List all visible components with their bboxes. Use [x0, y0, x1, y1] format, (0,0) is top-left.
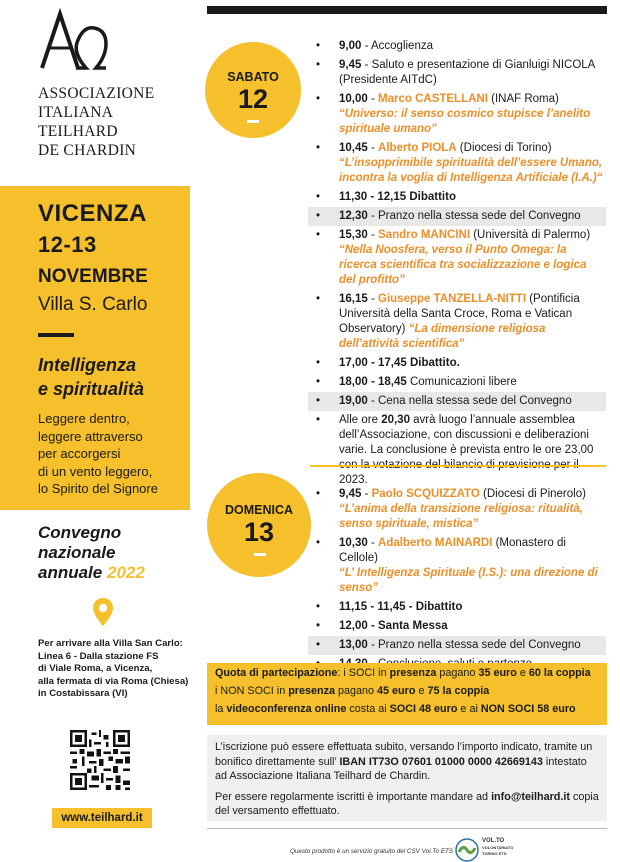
talk-title: “La dimensione religiosa dell’attività scientifica” [339, 323, 546, 350]
talk-title: “L’insopprimibile spiritualità dell’essere Umano, incontra la voglia di Intelligenza Artificiale (I.A.)“ [339, 157, 603, 184]
talk-title: “L’anima della transizione religiosa: ritualità, senso spirituale, mistica” [339, 503, 583, 530]
schedule-item: • 16,15 - Giuseppe TANZELLA-NITTI (Pontificia Università della Santa Croce, Roma e Vatican Observatory) “La dimensione religiosa dell’attività scientifica” [310, 290, 606, 354]
talk-title: “Universo: il senso cosmico stupisce l’anelito spirituale umano” [339, 108, 591, 135]
registration-paragraph: Per essere regolarmente iscritti è importante mandare ad info@teilhard.it copia del versamento effettuato. [215, 790, 599, 817]
schedule-item: • 15,30 - Sandro MANCINI (Università di Palermo) “Nella Noosfera, verso il Punto Omega: la ricerca scientifica tra socializzazione e logica del profitto” [310, 226, 606, 290]
day-name: SABATO [227, 70, 279, 84]
location-pin-icon [92, 597, 114, 627]
speaker-name: Sandro MANCINI [378, 229, 471, 241]
day-number: 13 [243, 517, 275, 547]
talk-title: “Nella Noosfera, verso il Punto Omega: la ricerca scientifica tra socializzazione e logica del profitto” [339, 244, 587, 286]
day-name: DOMENICA [224, 503, 294, 517]
fee-line: i NON SOCI in presenza pagano 45 euro e 75 la coppia [215, 685, 490, 697]
subtitle-line: per accorgersi [38, 446, 121, 461]
day-bar [247, 120, 259, 123]
footer-divider [207, 828, 607, 829]
schedule-item: • Alle ore 20,30 avrà luogo l’annuale assemblea dell’Associazione, con discussioni e deliberazioni varie. La conclusione è prevista entro le ore 23,00 2023. [310, 411, 606, 490]
talk-title: “L’ Intelligenza Spirituale (I.S.): una direzione di senso” [339, 567, 598, 594]
event-city: VICENZA [38, 200, 147, 227]
schedule-item: • 18,00 - 18,45 Comunicazioni libere [310, 373, 606, 392]
directions-line: Per arrivare alla Villa San Carlo: [38, 638, 183, 649]
schedule-item: • 9,45 - Paolo SCQUIZZATO (Diocesi di Pinerolo) “L’anima della transizione religiosa: ritualità, senso spirituale, mistica” [310, 485, 606, 534]
event-venue: Villa S. Carlo [38, 294, 148, 315]
schedule-item: • 10,30 - Adalberto MAINARDI (Monastero di Cellole) “L’ Intelligenza Spirituale (I.S.): una direzione di senso” [310, 534, 606, 598]
subtitle-line: leggere attraverso [38, 428, 143, 444]
divider-bar [38, 333, 74, 337]
speaker-name: Alberto PIOLA [378, 142, 457, 154]
registration-notes [207, 735, 607, 821]
convention-line: nazionale [38, 543, 116, 562]
volto-line: TORINO ETS [482, 851, 507, 856]
sunday-schedule [310, 485, 606, 674]
directions-line: di Viale Roma, a Vicenza, [38, 663, 153, 675]
speaker-name: Giuseppe TANZELLA-NITTI [378, 293, 527, 305]
schedule-item: • 11,30 - 12,15 Dibattito [310, 188, 606, 207]
event-subtitle [38, 410, 188, 498]
association-logo-icon [38, 8, 108, 76]
website-link[interactable]: www.teilhard.it [52, 808, 152, 828]
volto-logo-icon [455, 838, 479, 862]
convention-year: 2022 [106, 563, 145, 582]
event-theme [38, 353, 188, 401]
schedule-item: • 12,30 - Pranzo nella stessa sede del Convegno [308, 207, 606, 226]
event-days: 12-13 [38, 232, 97, 257]
schedule-item: • 12,00 - Santa Messa [310, 617, 606, 636]
directions-line: alla fermata di via Roma (Chiesa) [38, 675, 189, 687]
schedule-item: • 19,00 - Cena nella stessa sede del Convegno [308, 392, 606, 411]
iban: IBAN IT73O 07601 01000 0000 42669143 [339, 755, 543, 768]
speaker-name: Paolo SCQUIZZATO [371, 488, 480, 500]
schedule-item: • 9,45 - Saluto e presentazione di Gianluigi NICOLA (Presidente AITdC) [310, 56, 606, 90]
email-link[interactable]: info@teilhard.it [491, 790, 570, 803]
schedule-item: • 17,00 - 17,45 Dibattito. [310, 354, 606, 373]
fee-line: Quota di partecipazione: i SOCI in presenza pagano 35 euro e 60 la coppia [215, 667, 591, 679]
association-name-line: TEILHARD [38, 123, 118, 140]
association-name-line: ITALIANA [38, 104, 114, 121]
schedule-item: • 9,00 - Accoglienza [310, 37, 606, 56]
event-month: NOVEMBRE [38, 266, 148, 287]
convention-line: annuale [38, 563, 103, 582]
sunday-badge [207, 473, 311, 577]
volto-logo-text [482, 838, 513, 858]
schedule-item: • 10,45 - Alberto PIOLA (Diocesi di Torino) “L’insopprimibile spiritualità dell’essere Umano, incontra la voglia di Intelligenza Artificiale (I.A.)“ [310, 139, 606, 188]
association-name-line: DE CHARDIN [38, 142, 137, 159]
speaker-name: Marco CASTELLANI [378, 93, 488, 105]
association-name-line: ASSOCIAZIONE [38, 85, 155, 102]
day-number: 12 [237, 84, 269, 114]
schedule-item: • 11,15 - 11,45 - Dibattito [310, 598, 606, 617]
directions [38, 638, 198, 701]
directions-line: in Costabissara (VI) [38, 688, 128, 700]
day-divider [310, 465, 606, 467]
saturday-schedule [310, 37, 606, 490]
footer-credit: Questo prodotto è un servizio gratuito del CSV Vol.To ETS [290, 848, 453, 855]
fees-box [207, 663, 607, 725]
association-name [38, 84, 188, 160]
convention-line: Convegno [38, 523, 122, 542]
subtitle-line: Leggere dentro, [38, 411, 130, 426]
theme-line: Intelligenza [38, 355, 137, 375]
subtitle-line: lo Spirito del Signore [38, 481, 158, 496]
volto-line: VOL.TO [482, 838, 505, 844]
directions-line: Linea 6 - Dalla stazione FS [38, 650, 159, 662]
top-bar [207, 6, 607, 14]
speaker-name: Adalberto MAINARDI [378, 537, 493, 549]
schedule-item: • 10,00 - Marco CASTELLANI (INAF Roma) “Universo: il senso cosmico stupisce l’anelito spirituale umano” [310, 90, 606, 139]
registration-paragraph: L’iscrizione può essere effettuata subito, versando l’importo indicato, tramite un bonifico direttamente sull’ IBAN IT73O 07601 01000 0000 42669143 intestato ad Associazione Italiana Teilhard de Chardin. [215, 741, 593, 782]
subtitle-line: di un vento leggero, [38, 463, 153, 479]
qr-code-icon[interactable] [70, 730, 130, 790]
saturday-badge [205, 42, 301, 138]
convention-label [38, 523, 188, 583]
schedule-item: • 13,00 - Pranzo nella stessa sede del Convegno [308, 636, 606, 655]
volto-line: VOLONTARIATO [482, 844, 514, 850]
theme-line: e spiritualità [38, 379, 145, 399]
day-bar [254, 553, 266, 556]
fee-line: la videoconferenza online costa ai SOCI 48 euro e ai NON SOCI 58 euro [215, 703, 576, 715]
